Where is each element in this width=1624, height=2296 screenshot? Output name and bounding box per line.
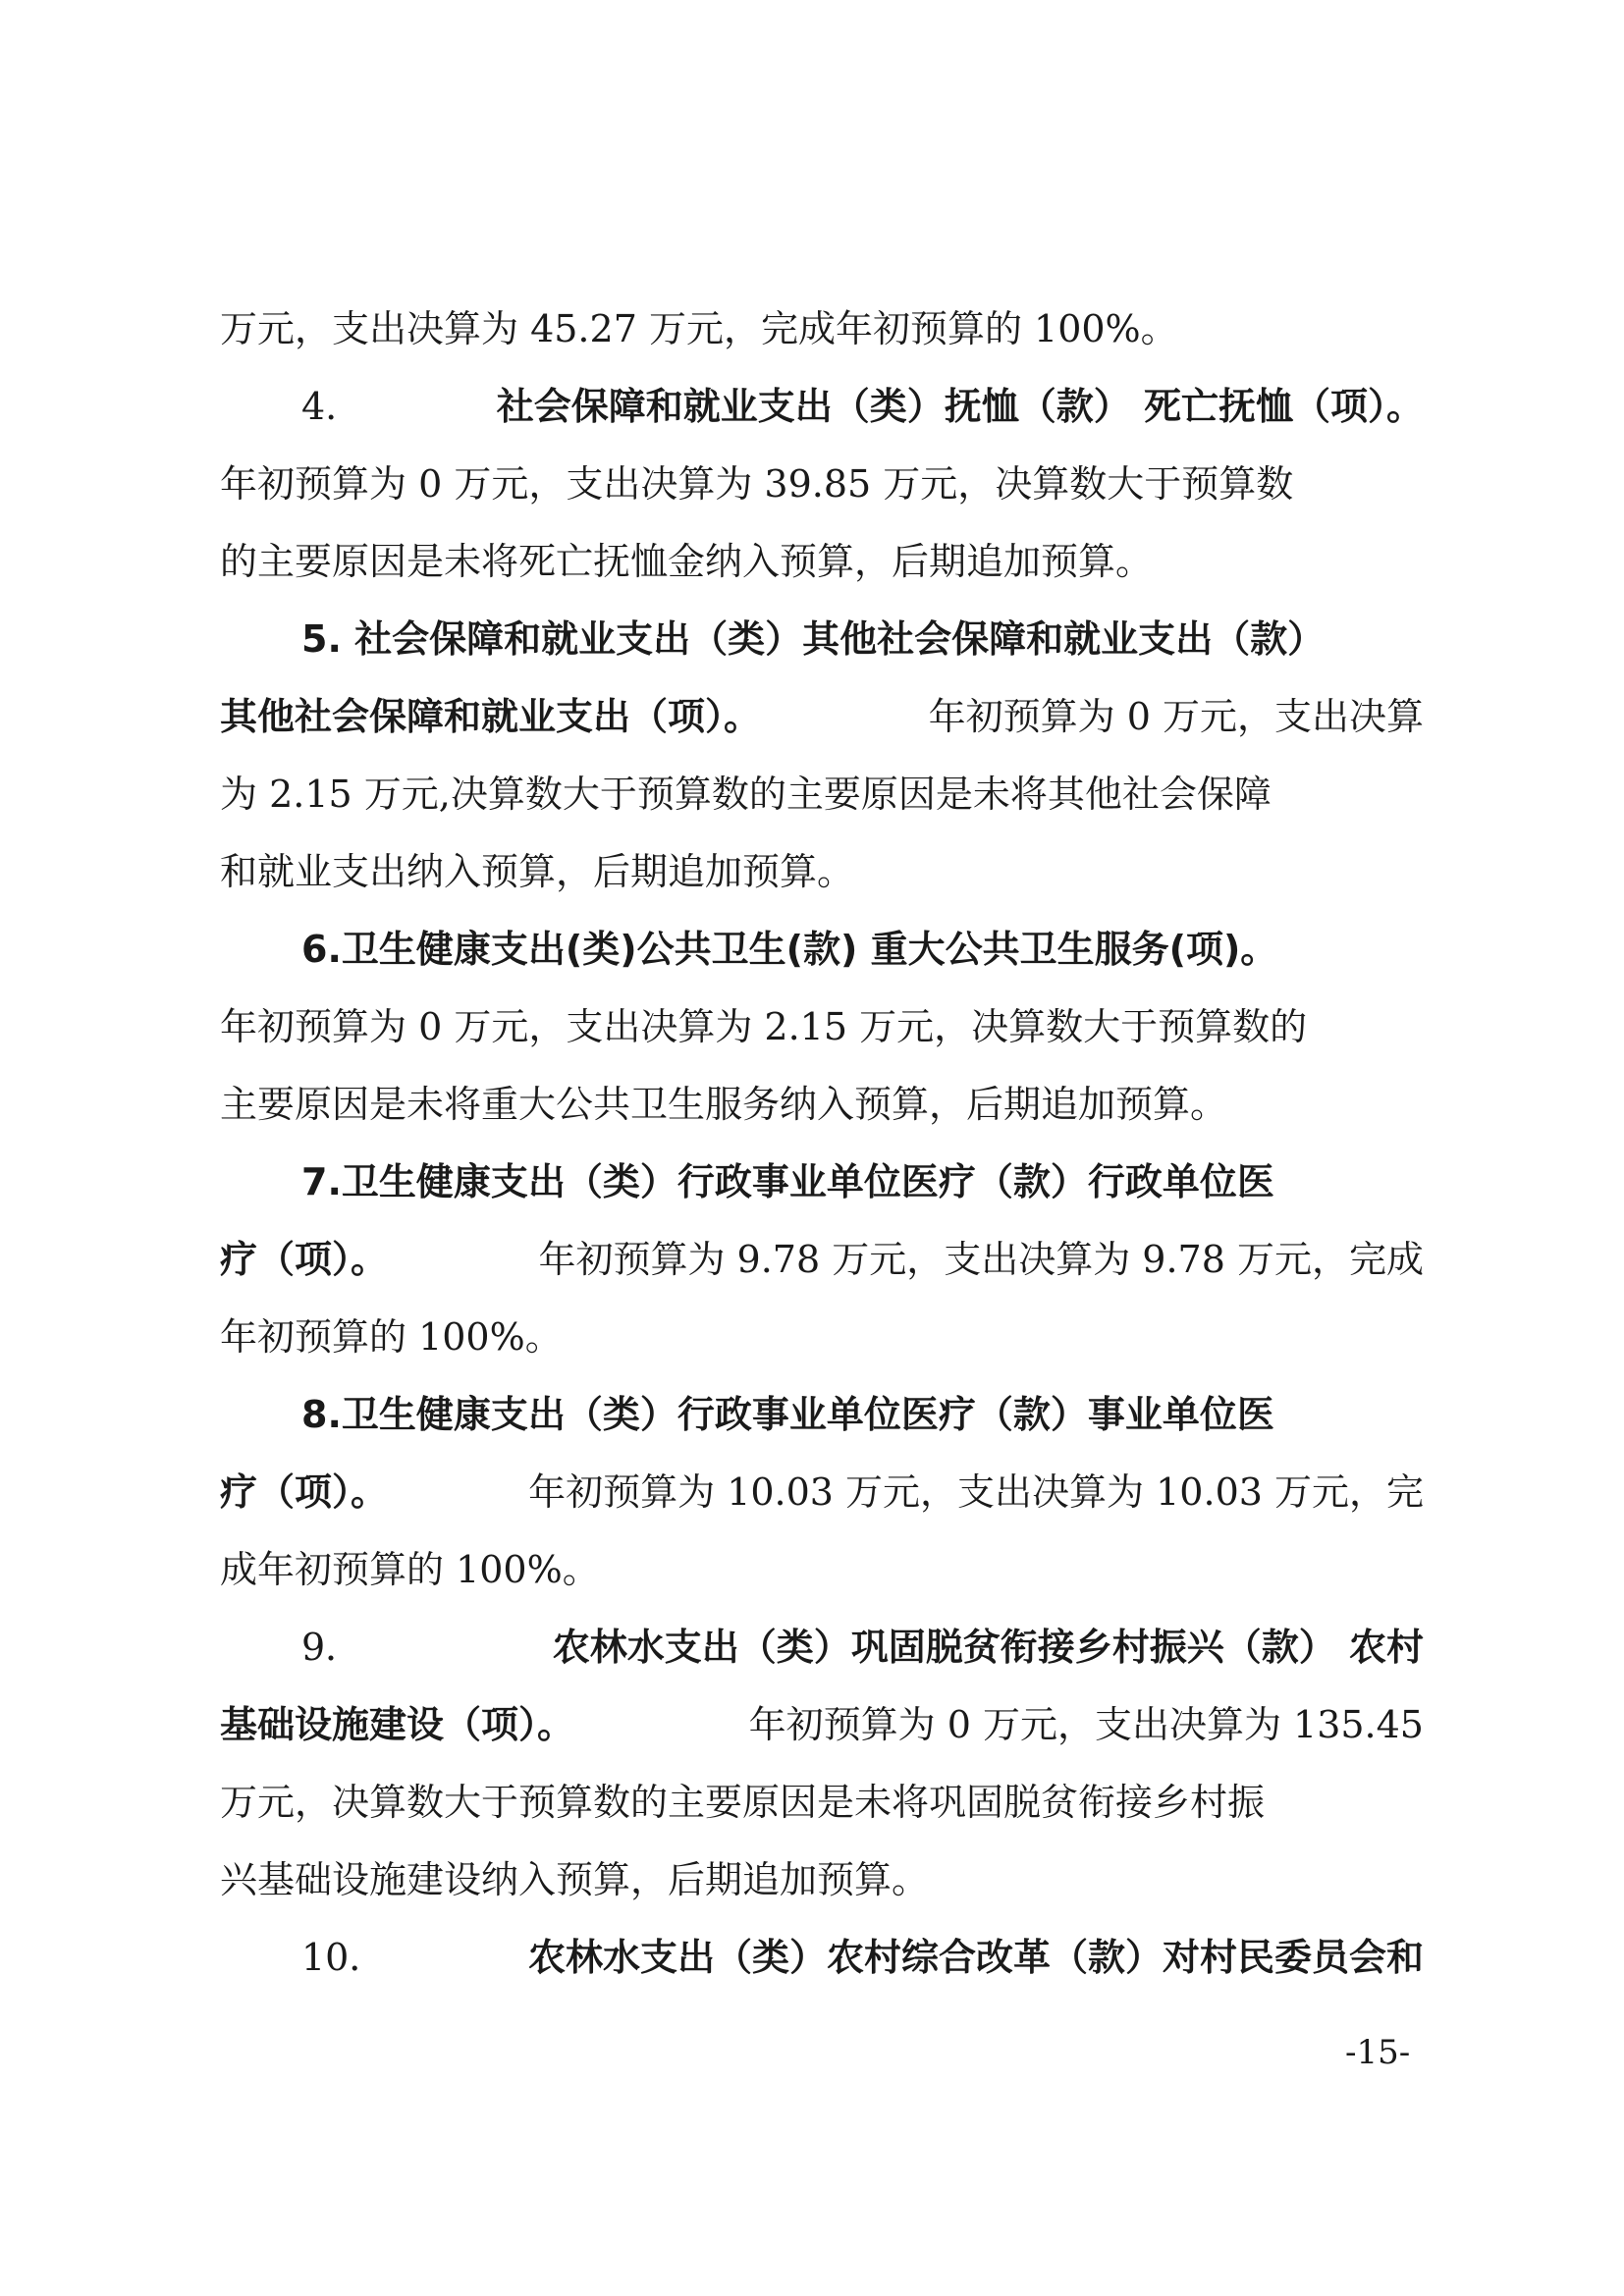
item-heading: 基础设施建设（项）。 — [220, 1703, 575, 1746]
paragraph-line — [220, 1609, 1424, 1686]
paragraph-line — [220, 368, 1424, 446]
page-number: -15- — [1345, 2033, 1411, 2072]
paragraph-line — [220, 988, 1424, 1066]
line-text: 的主要原因是未将死亡抚恤金纳入预算，后期追加预算。 — [220, 540, 1154, 583]
paragraph-line — [220, 1144, 1424, 1221]
line-text: 年初预算为 0 万元，支出决算为 39.85 万元，决算数大于预算数 — [220, 462, 1294, 506]
paragraph-line — [220, 446, 1424, 523]
item-heading: 其他社会保障和就业支出（项）。 — [220, 695, 762, 738]
line-text: 年初预算为 10.03 万元，支出决算为 10.03 万元，完 — [528, 1470, 1424, 1514]
paragraph-line — [220, 291, 1424, 368]
item-heading: 8.卫生健康支出（类）行政事业单位医疗（款）事业单位医 — [301, 1393, 1274, 1436]
paragraph-line — [220, 1376, 1424, 1454]
item-number: 4. — [301, 385, 338, 428]
line-text: 和就业支出纳入预算，后期追加预算。 — [220, 850, 855, 893]
item-heading: 7.卫生健康支出（类）行政事业单位医疗（款）行政单位医 — [301, 1160, 1274, 1203]
line-text: 兴基础设施建设纳入预算，后期追加预算。 — [220, 1858, 930, 1901]
paragraph-line — [220, 523, 1424, 601]
paragraph-line — [220, 1221, 1424, 1299]
item-heading: 社会保障和就业支出（类）抚恤（款） 死亡抚恤（项）。 — [496, 385, 1424, 428]
item-heading: 6.卫生健康支出(类)公共卫生(款) 重大公共卫生服务(项)。 — [301, 928, 1278, 971]
line-text: 年初预算的 100%。 — [220, 1315, 563, 1359]
item-heading: 5. 社会保障和就业支出（类）其他社会保障和就业支出（款） — [301, 617, 1326, 661]
paragraph-line — [220, 756, 1424, 833]
line-text: 年初预算为 0 万元，支出决算为 135.45 — [748, 1703, 1424, 1746]
paragraph-line — [220, 911, 1424, 988]
item-heading: 农林水支出（类）巩固脱贫衔接乡村振兴（款） 农村 — [552, 1626, 1424, 1669]
paragraph-line — [220, 601, 1424, 678]
line-text: 年初预算为 0 万元，支出决算 — [928, 695, 1424, 738]
paragraph-line — [220, 1686, 1424, 1764]
line-text: 年初预算为 9.78 万元，支出决算为 9.78 万元，完成 — [538, 1238, 1424, 1281]
line-text: 主要原因是未将重大公共卫生服务纳入预算，后期追加预算。 — [220, 1083, 1228, 1126]
item-number: 10． — [301, 1936, 387, 1979]
paragraph-line — [220, 1842, 1424, 1919]
paragraph-line — [220, 1066, 1424, 1144]
paragraph-line — [220, 1919, 1424, 1997]
line-text: 为 2.15 万元,决算数大于预算数的主要原因是未将其他社会保障 — [220, 773, 1272, 816]
line-text: 成年初预算的 100%。 — [220, 1548, 600, 1591]
line-text: 年初预算为 0 万元，支出决算为 2.15 万元，决算数大于预算数的 — [220, 1005, 1308, 1048]
document-body — [220, 291, 1424, 1997]
item-heading: 疗（项）。 — [220, 1470, 389, 1514]
item-number: 9． — [301, 1626, 363, 1669]
paragraph-line — [220, 1764, 1424, 1842]
item-heading: 疗（项）。 — [220, 1238, 389, 1281]
paragraph-line — [220, 1531, 1424, 1609]
item-heading: 农林水支出（类）农村综合改革（款）对村民委员会和 — [527, 1936, 1424, 1979]
paragraph-line — [220, 1299, 1424, 1376]
paragraph-line — [220, 1454, 1424, 1531]
paragraph-line — [220, 833, 1424, 911]
paragraph-line — [220, 678, 1424, 756]
line-text: 万元，支出决算为 45.27 万元，完成年初预算的 100%。 — [220, 307, 1178, 350]
line-text: 万元，决算数大于预算数的主要原因是未将巩固脱贫衔接乡村振 — [220, 1781, 1266, 1824]
